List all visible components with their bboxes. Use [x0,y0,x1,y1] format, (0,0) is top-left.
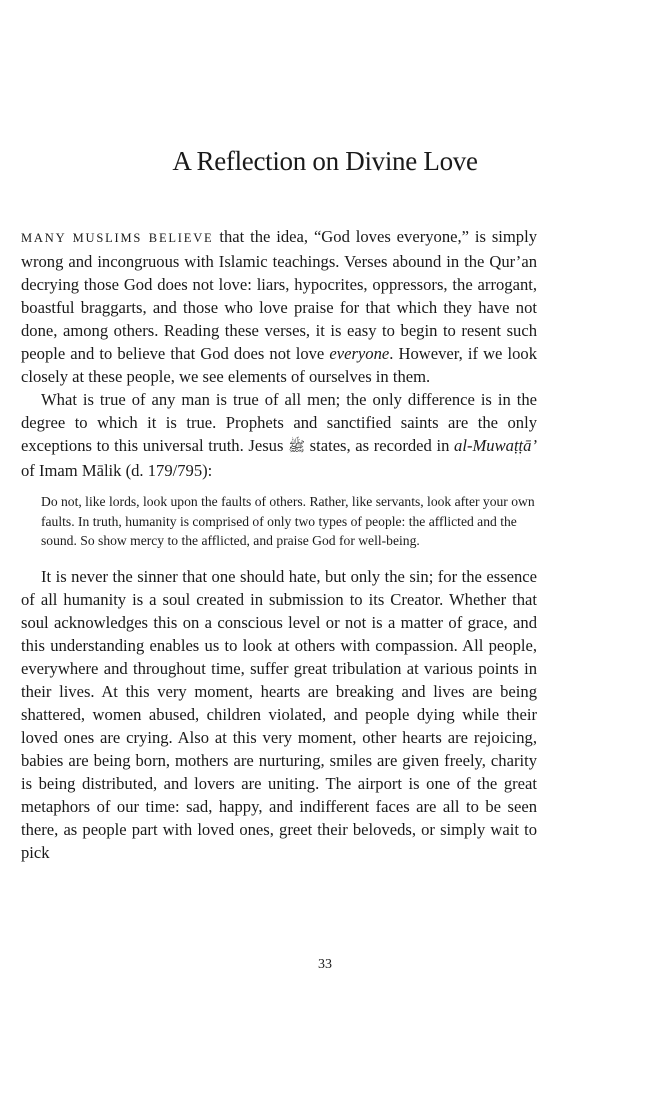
paragraph-1: MANY MUSLIMS BELIEVE that the idea, “God loves everyone,” is simply wrong and incongruous with Islamic teachings. Verses abound in the Qur’an decrying those God does not love: liars, hypocrites, oppressors, the arrogant, boastful braggarts, and those who love praise for that which they have not done, among others. Reading these verses, it is easy to begin to resent such people and to believe that God does not love everyone. However, if we look closely at these people, we see elements of ourselves in them. [21,227,538,386]
chapter-title: A Reflection on Divine Love [172,146,478,176]
emphasis-everyone: everyone [329,344,390,363]
block-quote: Do not, like lords, look upon the faults of others. Rather, like servants, look after your own faults. In truth, humanity is comprised of only two types of people: the afflicted and the sound. So show mercy to the afflicted, and praise God for well-being. [41,494,535,548]
small-caps-lead: MANY MUSLIMS BELIEVE [21,231,214,245]
paragraph-3: It is never the sinner that one should hate, but only the sin; for the essence of all humanity is a soul created in submission to its Creator. Whether that soul acknowledges this on a conscious level or not is a matter of grace, and this understanding enables us to look at others with compassion. All people, everywhere and throughout time, suffer great tribulation at various points in their lives. At this very moment, hearts are breaking and lives are being shattered, women abused, children violated, and people dying while their loved ones are crying. Also at this very moment, other hearts are rejoicing, babies are being born, mothers are nurturing, smiles are given freely, charity is being distributed, and lovers are uniting. The airport is one of the great metaphors of our time: sad, happy, and indifferent faces are all to be seen there, as people part with loved ones, greet their beloveds, or simply wait to pick [21,566,537,862]
chapter-body [21,225,537,864]
book-title-muwatta: al-Muwaṭṭā’ [454,436,537,455]
page-number: 33 [318,957,332,972]
paragraph-2: What is true of any man is true of all men; the only difference is in the degree to which it is true. Prophets and sanctified saints are the only exceptions to this universal truth. Jesus ﷺ states, as recorded in al-Muwaṭṭā’ of Imam Mālik (d. 179/795): [21,390,537,480]
honorific-glyph: ﷺ [288,440,305,455]
